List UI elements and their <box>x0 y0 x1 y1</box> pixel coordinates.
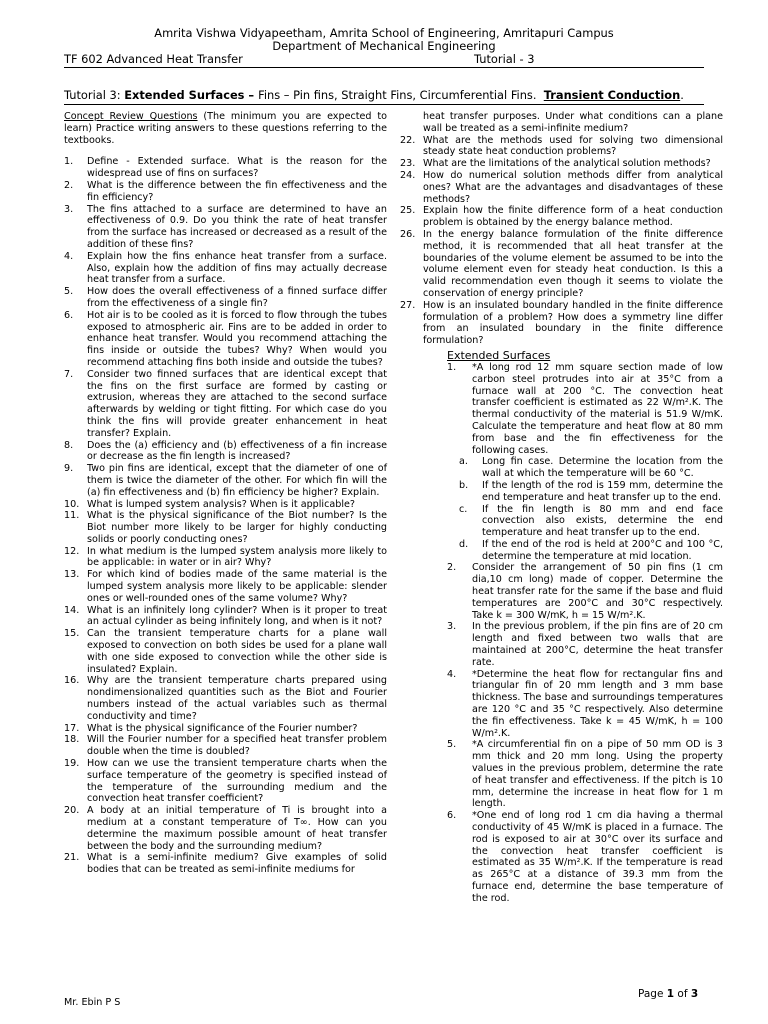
section-title: Extended Surfaces <box>447 348 551 362</box>
question-item-text: Explain how the fins enhance heat transfer from a surface. Also, explain how the addition of fins may actually decrease heat transfer from a surface. <box>87 250 387 286</box>
question-item-number: 23. <box>400 158 416 170</box>
problem-item-text: In the previous problem, if the pin fins are of 20 cm length and fixed between two walls that are maintained at 200°C, determine the heat transfer rate. <box>472 621 723 668</box>
subpart-item-text: If the fin length is 80 mm and end face convection also exists, determine the end temperature and heat transfer up to the end. <box>482 503 723 539</box>
question-item-text: For which kind of bodies made of the same material is the lumped system analysis more likely to be applicable: slender ones or well-rounded ones of the same volume? Why? <box>87 569 387 604</box>
problem-item <box>400 562 723 621</box>
question-item <box>400 229 723 300</box>
question-item-number: 7. <box>64 368 74 380</box>
problem-text: *A long rod 12 mm square section made of low carbon steel protrudes into air at 35°C from a furnace wall at 200 °C. The convection heat transfer coefficient is estimated as 22 W/m².K. The thermal conductivity of the material is 51.9 W/mK. Calculate the temperature and heat flow at 80 mm from base and the fin effectiveness for the following cases. <box>472 361 723 456</box>
problem-item-number: 4. <box>447 668 457 680</box>
problem-item-number: 3. <box>447 621 457 633</box>
problem-item <box>400 621 723 668</box>
question-item <box>64 569 387 604</box>
subpart-item-text: If the end of the rod is held at 200°C and 100 °C, determine the temperature at mid location. <box>482 538 723 562</box>
question-item-number: 1. <box>64 156 74 168</box>
page-current: 1 <box>666 988 675 1000</box>
question-item <box>64 510 387 545</box>
course-row <box>64 52 704 66</box>
question-item-text: How do numerical solution methods differ from analytical ones? What are the advantages and disadvantages of these methods? <box>423 169 723 205</box>
subpart-item <box>400 504 723 539</box>
question-item-number: 9. <box>64 463 74 475</box>
question-item-number: 8. <box>64 439 74 451</box>
title-topic-2: Transient Conduction <box>543 88 681 102</box>
question-item <box>64 546 387 570</box>
question-item <box>64 310 387 369</box>
problem-item-number: 2. <box>447 562 457 574</box>
question-item-number: 21. <box>64 852 80 864</box>
question-item-text: How is an insulated boundary handled in the finite difference formulation of a problem? How does a symmetry line differ from an insulated boundary in the finite difference formulation? <box>423 299 723 347</box>
question-item-text: What is lumped system analysis? When is it applicable? <box>87 498 355 510</box>
question-item-text: In what medium is the lumped system analysis more likely to be applicable: in water or in air? Why? <box>87 545 387 569</box>
title-dash: – <box>244 88 259 102</box>
question-item <box>64 734 387 758</box>
intro-paragraph <box>64 111 387 146</box>
question-item-text: Two pin fins are identical, except that the diameter of one of them is twice the diameter of the other. For which fin will the (a) fin effectiveness and (b) fin efficiency be higher? Explain. <box>87 463 387 498</box>
left-column <box>64 111 387 876</box>
subpart-item-number: b. <box>459 479 469 491</box>
question-item-number: 26. <box>400 228 416 240</box>
footer-author: Mr. Ebin P S <box>64 997 121 1008</box>
question-item-text: What is the difference between the fin effectiveness and the fin efficiency? <box>87 179 387 203</box>
question-item-text: Can the transient temperature charts for a plane wall exposed to convection on both sides be used for a plane wall with one side exposed to convection while the other side is insulated? Explain. <box>87 628 387 675</box>
question-item <box>64 628 387 675</box>
question-item <box>64 204 387 251</box>
question-item <box>64 251 387 286</box>
department-header: Department of Mechanical Engineering <box>272 39 496 53</box>
question-item-number: 11. <box>64 510 80 522</box>
question-item-text: What is a semi-infinite medium? Give examples of solid bodies that can be treated as semi-infinite mediums for <box>87 852 387 876</box>
question-item <box>64 180 387 204</box>
question-item <box>64 369 387 440</box>
question-item <box>64 852 387 876</box>
question-item <box>400 170 723 205</box>
of-word: of <box>674 988 691 1000</box>
title-prefix: Tutorial 3: <box>64 88 121 102</box>
question-item-number: 12. <box>64 545 80 557</box>
question-item-text: What are the limitations of the analytical solution methods? <box>423 158 711 170</box>
subpart-item <box>400 480 723 504</box>
institution-header: Amrita Vishwa Vidyapeetham, Amrita School of Engineering, Amritapuri Campus <box>154 26 614 40</box>
tutorial-title <box>64 88 724 102</box>
question-item-number: 15. <box>64 628 80 640</box>
intro-text: (The minimum you are expected to learn) Practice writing answers to these questions referring to the textbooks. <box>64 111 387 146</box>
question-item <box>64 675 387 722</box>
title-rule <box>64 104 704 105</box>
question-item-number: 25. <box>400 205 416 217</box>
question-item-number: 19. <box>64 758 80 770</box>
question-item <box>64 758 387 805</box>
question-item-number: 4. <box>64 250 74 262</box>
intro-label: Concept Review Questions <box>64 111 198 122</box>
title-topic: Extended Surfaces <box>124 88 245 102</box>
concept-questions-list-continued <box>400 135 723 347</box>
question-item-number: 14. <box>64 604 80 616</box>
question-item <box>64 286 387 310</box>
question-item <box>64 499 387 511</box>
page-word: Page <box>638 988 667 1000</box>
problem-item-text: *One end of long rod 1 cm dia having a thermal conductivity of 45 W/mK is placed in a furnace. The rod is exposed to air at 30°C over its surface and the convection heat transfer coefficient is estimated as 35 W/m².K. If the temperature is read as 265°C at a distance of 39.3 mm from the furnace end, determine the base temperature of the rod. <box>472 810 723 904</box>
tutorial-number: Tutorial - 3 <box>474 52 535 66</box>
subpart-item <box>400 539 723 563</box>
subpart-item-text: If the length of the rod is 159 mm, determine the end temperature and heat transfer up to the end. <box>482 479 723 503</box>
question-item-number: 10. <box>64 498 80 510</box>
problem-item-number: 5. <box>447 739 457 751</box>
problem-subparts <box>400 456 723 562</box>
question-item-number: 16. <box>64 675 80 687</box>
page-total: 3 <box>690 988 699 1000</box>
question-item-text: The fins attached to a surface are determined to have an effectiveness of 0.9. Do you think the rate of heat transfer from the surface has increased or decreased as a result of the addition of these fins? <box>87 203 387 250</box>
question-item <box>64 723 387 735</box>
subpart-item-number: d. <box>459 538 469 550</box>
title-subtopics: Fins – Pin fins, Straight Fins, Circumferential Fins. <box>258 88 537 102</box>
problem-item-text: *Determine the heat flow for rectangular fins and triangular fin of 20 mm length and 3 mm base thickness. The base and surroundings temperatures are 120 °C and 35 °C respectively. Also determine the fin effectiveness. Take k = 45 W/mK, h = 100 W/m².K. <box>472 668 723 739</box>
question-item-text: What is the physical significance of the Fourier number? <box>87 722 358 734</box>
question-item-text: What is an infinitely long cylinder? When is it proper to treat an actual cylinder as being infinitely long, and when is it not? <box>87 604 387 628</box>
subpart-item-text: Long fin case. Determine the location from the wall at which the temperature will be 60 °C. <box>482 456 723 480</box>
question-item-number: 18. <box>64 734 80 746</box>
course-name: TF 602 Advanced Heat Transfer <box>64 52 243 66</box>
question-item <box>400 300 723 347</box>
problem-item <box>400 669 723 740</box>
question-item-number: 24. <box>400 169 416 181</box>
question-item-text: Explain how the finite difference form of a heat conduction problem is obtained by the energy balance method. <box>423 205 723 229</box>
question-item <box>400 205 723 229</box>
header-rule <box>64 67 704 68</box>
question-item-text: Consider two finned surfaces that are identical except that the fins on the first surface are formed by casting or extrusion, whereas they are attached to the second surface afterwards by welding or tight fitting. For which case do you think the fins will provide greater enhancement in heat transfer? Explain. <box>87 368 387 439</box>
question-item <box>400 135 723 159</box>
problem-item-text: Consider the arrangement of 50 pin fins (1 cm dia,10 cm long) made of copper. Determine the heat transfer rate for the same if the base and fluid temperatures are 200°C and 30°C respectively. Take k = 300 W/mK, h = 15 W/m².K. <box>472 562 723 621</box>
problem-number: 1. <box>447 361 457 373</box>
question-item <box>64 605 387 629</box>
question-item-text: How does the overall effectiveness of a finned surface differ from the effectiveness of a single fin? <box>87 286 387 309</box>
subpart-item-number: a. <box>459 456 468 468</box>
question-item-text: Does the (a) efficiency and (b) effectiveness of a fin increase or decrease as the fin length is increased? <box>87 439 387 463</box>
question-item-text: Will the Fourier number for a specified heat transfer problem double when the time is doubled? <box>87 734 387 758</box>
question-item-text: Define - Extended surface. What is the reason for the widespread use of fins on surfaces? <box>87 156 387 180</box>
problem-item-number: 6. <box>447 810 457 822</box>
question-item-text: A body at an initial temperature of Ti is brought into a medium at a constant temperature of T∞. How can you determine the maximum possible amount of heat transfer between the body and the surrounding medium? <box>87 805 387 852</box>
question-item-text: What is the physical significance of the Biot number? Is the Biot number more likely to be larger for highly conducting solids or poorly conducting ones? <box>87 510 387 545</box>
question-item-text: In the energy balance formulation of the finite difference method, it is recommended that all heat transfer at the boundaries of the volume element be assumed to be into the volume element even for steady heat conduction. Is this a valid recommendation even though it seems to violate the conservation of energy principle? <box>423 228 723 299</box>
question-item-number: 2. <box>64 179 74 191</box>
question-item <box>400 158 723 170</box>
page-number <box>638 988 698 1000</box>
question-continuation <box>400 111 723 135</box>
question-item <box>64 156 387 180</box>
question-item-number: 27. <box>400 299 416 311</box>
question-item <box>64 805 387 852</box>
question-item-number: 22. <box>400 134 416 146</box>
question-item-number: 17. <box>64 722 80 734</box>
question-item-number: 6. <box>64 309 74 321</box>
question-item <box>64 463 387 498</box>
subpart-item-number: c. <box>459 503 468 515</box>
question-item <box>64 440 387 464</box>
question-item-text: What are the methods used for solving two dimensional steady state heat conduction problems? <box>423 134 723 158</box>
title-end: . <box>680 88 684 102</box>
question-item-number: 20. <box>64 805 80 817</box>
subpart-item <box>400 456 723 480</box>
problem-item <box>400 810 723 904</box>
problem-item <box>400 739 723 810</box>
question-item-text: Hot air is to be cooled as it is forced to flow through the tubes exposed to atmospheric air. Fins are to be added in order to enhance heat transfer. Would you recommend attaching the fins inside or outside the tubes? Why? When would you recommend attaching fins both inside and outside the tubes? <box>87 309 387 368</box>
question-item-text: Why are the transient temperature charts prepared using nondimensionalized quantities such as the Biot and Fourier numbers instead of the actual variables such as thermal conductivity and time? <box>87 675 387 722</box>
question-item-number: 5. <box>64 286 74 298</box>
concept-questions-list <box>64 156 387 876</box>
problems-list <box>400 562 723 904</box>
problem-item-text: *A circumferential fin on a pipe of 50 mm OD is 3 mm thick and 20 mm long. Using the property values in the previous problem, determine the rate of heat transfer and effectiveness. If the pitch is 10 mm, determine the increase in heat flow for 1 m length. <box>472 739 723 810</box>
problem-item <box>400 362 723 456</box>
question-continuation-text: heat transfer purposes. Under what conditions can a plane wall be treated as a semi-infinite medium? <box>423 111 723 134</box>
question-item-number: 13. <box>64 569 80 581</box>
question-item-number: 3. <box>64 203 74 215</box>
question-item-text: How can we use the transient temperature charts when the surface temperature of the geometry is specified instead of the temperature of the surrounding medium and the convection heat transfer coefficient? <box>87 758 387 805</box>
right-column <box>400 111 723 905</box>
